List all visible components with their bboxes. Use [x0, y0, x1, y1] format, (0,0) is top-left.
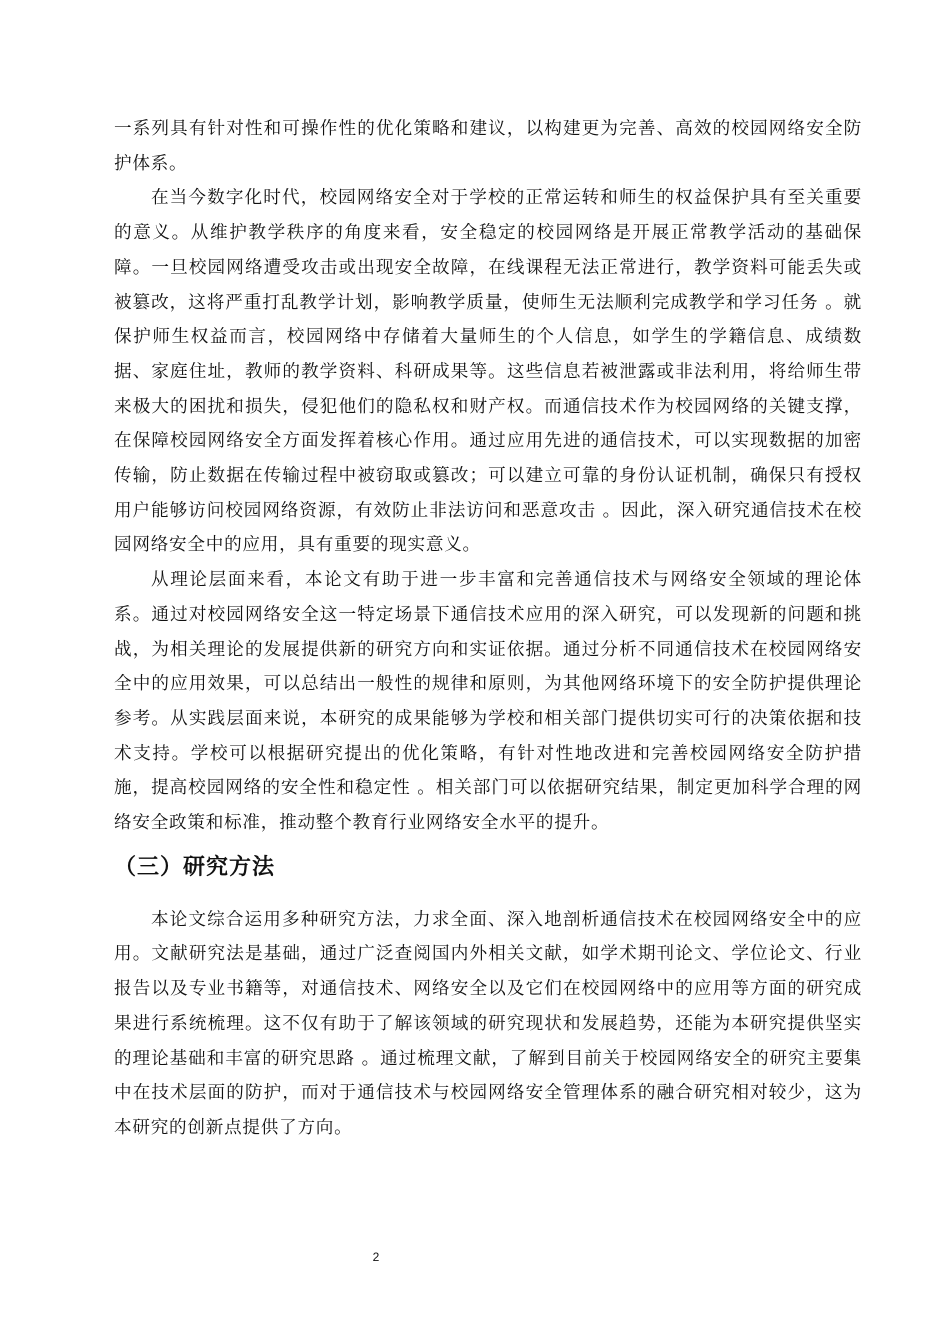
document-page: [114, 112, 862, 1146]
section-heading: （三）研究方法: [114, 854, 276, 880]
body-text-before-heading: [114, 112, 862, 841]
page-number: 2: [372, 1250, 380, 1264]
body-text-after-heading: [114, 903, 862, 1146]
paragraph-significance: 在当今数字化时代，校园网络安全对于学校的正常运转和师生的权益保护具有至关重要的意义。从维护教学秩序的角度来看，安全稳定的校园网络是开展正常教学活动的基础保障。一旦校园网络遭受攻击或出现安全故障，在线课程无法正常进行，教学资料可能丢失或被篡改，这将严重打乱教学计划，影响教学质量，使师生无法顺利完成教学和学习任务 。就保护师生权益而言，校园网络中存储着大量师生的个人信息，如学生的学籍信息、成绩数据、家庭住址，教师的教学资料、科研成果等。这些信息若被泄露或非法利用，将给师生带来极大的困扰和损失，侵犯他们的隐私权和财产权。而通信技术作为校园网络的关键支撑，在保障校园网络安全方面发挥着核心作用。通过应用先进的通信技术，可以实现数据的加密传输，防止数据在传输过程中被窃取或篡改；可以建立可靠的身份认证机制，确保只有授权用户能够访问校园网络资源，有效防止非法访问和恶意攻击 。因此，深入研究通信技术在校园网络安全中的应用，具有重要的现实意义。: [114, 188, 862, 556]
paragraph-theory-practice: 从理论层面来看，本论文有助于进一步丰富和完善通信技术与网络安全领域的理论体系。通过对校园网络安全这一特定场景下通信技术应用的深入研究，可以发现新的问题和挑战，为相关理论的发展提供新的研究方向和实证依据。通过分析不同通信技术在校园网络安全中的应用效果，可以总结出一般性的规律和原则，为其他网络环境下的安全防护提供理论参考。从实践层面来说，本研究的成果能够为学校和相关部门提供切实可行的决策依据和技术支持。学校可以根据研究提出的优化策略，有针对性地改进和完善校园网络安全防护措施，提高校园网络的安全性和稳定性 。相关部门可以依据研究结果，制定更加科学合理的网络安全政策和标准，推动整个教育行业网络安全水平的提升。: [114, 570, 862, 834]
paragraph-continuation: 一系列具有针对性和可操作性的优化策略和建议，以构建更为完善、高效的校园网络安全防护体系。: [114, 119, 862, 174]
paragraph-methods: 本论文综合运用多种研究方法，力求全面、深入地剖析通信技术在校园网络安全中的应用。文献研究法是基础，通过广泛查阅国内外相关文献，如学术期刊论文、学位论文、行业报告以及专业书籍等，对通信技术、网络安全以及它们在校园网络中的应用等方面的研究成果进行系统梳理。这不仅有助于了解该领域的研究现状和发展趋势，还能为本研究提供坚实的理论基础和丰富的研究思路 。通过梳理文献，了解到目前关于校园网络安全的研究主要集中在技术层面的防护，而对于通信技术与校园网络安全管理体系的融合研究相对较少，这为本研究的创新点提供了方向。: [114, 909, 862, 1138]
